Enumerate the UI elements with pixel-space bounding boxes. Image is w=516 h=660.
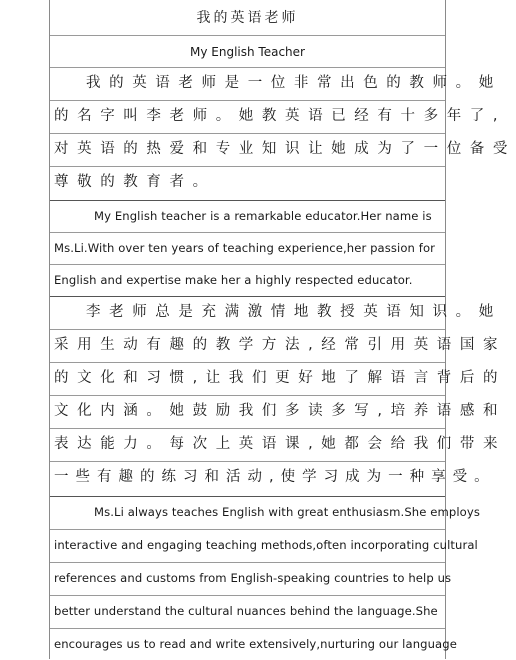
text-line: 的文化和习惯,让我们更好地了解语言背后的 bbox=[50, 363, 445, 396]
page-subtitle: My English Teacher bbox=[50, 36, 445, 68]
text-line: encourages us to read and write extensively,nurturing our language bbox=[54, 637, 457, 651]
text-line: 采用生动有趣的教学方法,经常引用英语国家 bbox=[50, 330, 445, 363]
text-line: better understand the cultural nuances behind the language.She bbox=[50, 596, 445, 629]
text-line: 我的英语老师是一位非常出色的教师。她 bbox=[50, 68, 445, 101]
text-line: 对英语的热爱和专业知识让她成为了一位备受 bbox=[50, 134, 445, 167]
text-line: 表达能力。每次上英语课,她都会给我们带来 bbox=[50, 429, 445, 462]
text-line: Ms.Li always teaches English with great enthusiasm.She employs bbox=[50, 497, 445, 530]
text-line: 文化内涵。她鼓励我们多读多写,培养语感和 bbox=[50, 396, 445, 429]
text-line: 一些有趣的练习和活动,使学习成为一种享受。 bbox=[50, 462, 445, 497]
text-line: My English teacher is a remarkable educator.Her name is bbox=[50, 201, 445, 233]
text-line: 李老师总是充满激情地教授英语知识。她 bbox=[50, 297, 445, 330]
text-line: 的名字叫李老师。她教英语已经有十多年了, bbox=[50, 101, 445, 134]
lined-paper bbox=[49, 0, 516, 659]
page-title: 我的英语老师 bbox=[50, 0, 445, 36]
text-line: English and expertise make her a highly respected educator. bbox=[50, 265, 445, 297]
text-line: references and customs from English-speaking countries to help us bbox=[50, 563, 445, 596]
text-line: Ms.Li.With over ten years of teaching experience,her passion for bbox=[50, 233, 445, 265]
text-line: 尊敬的教育者。 bbox=[50, 167, 445, 201]
text-line: interactive and engaging teaching methods,often incorporating cultural bbox=[50, 530, 445, 563]
